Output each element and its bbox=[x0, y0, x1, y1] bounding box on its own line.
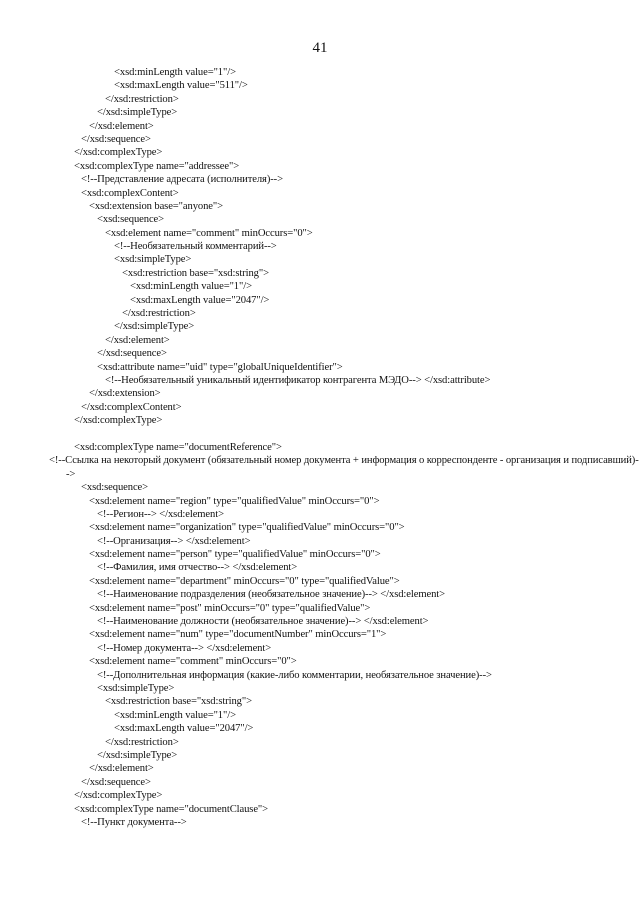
code-line: <xsd:maxLength value="2047"/> bbox=[114, 723, 254, 735]
code-line: </xsd:complexContent> bbox=[81, 401, 182, 413]
code-line: <xsd:minLength value="1"/> bbox=[114, 709, 236, 721]
code-line: </xsd:complexType> bbox=[74, 147, 163, 159]
code-line: <xsd:restriction base="xsd:string"> bbox=[122, 267, 269, 279]
code-line: <xsd:minLength value="1"/> bbox=[130, 281, 252, 293]
code-line: <xsd:sequence> bbox=[81, 482, 149, 494]
code-line: <xsd:element name="region" type="qualifiedValue" minOccurs="0"> bbox=[89, 495, 380, 507]
xsd-code-listing bbox=[0, 66, 640, 829]
code-line: </xsd:sequence> bbox=[97, 348, 167, 360]
code-line: <!--Фамилия, имя отчество--> </xsd:element> bbox=[97, 562, 298, 574]
code-line: </xsd:sequence> bbox=[81, 133, 151, 145]
code-line: <xsd:complexType name="documentReference"> bbox=[74, 441, 282, 453]
code-line: </xsd:complexType> bbox=[74, 790, 163, 802]
code-line: <xsd:element name="department" minOccurs="0" type="qualifiedValue"> bbox=[89, 575, 400, 587]
code-line: <xsd:complexType name="addressee"> bbox=[74, 160, 240, 172]
code-line: <!--Наименование должности (необязательное значение)--> </xsd:element> bbox=[97, 616, 429, 628]
code-line: <!--Номер документа--> </xsd:element> bbox=[97, 642, 272, 654]
code-line: <!--Дополнительная информация (какие-либо комментарии, необязательное значение)--> bbox=[97, 669, 492, 681]
code-line: </xsd:sequence> bbox=[81, 776, 151, 788]
code-line-wrapped-comment: <!--Ссылка на некоторый документ (обязательный номер документа + информация о корреспонденте - организация и подписавший)--> bbox=[49, 455, 639, 480]
code-line: <!--Наименование подразделения (необязательное значение)--> </xsd:element> bbox=[97, 589, 445, 601]
code-line: </xsd:simpleType> bbox=[97, 749, 178, 761]
code-line: </xsd:simpleType> bbox=[114, 321, 195, 333]
code-line: </xsd:element> bbox=[89, 120, 154, 132]
code-line: <xsd:element name="comment" minOccurs="0"> bbox=[89, 656, 297, 668]
code-line: </xsd:complexType> bbox=[74, 415, 163, 427]
page-number: 41 bbox=[312, 40, 328, 56]
code-line: <xsd:attribute name="uid" type="globalUniqueIdentifier"> bbox=[97, 361, 343, 373]
code-line: </xsd:extension> bbox=[89, 388, 161, 400]
code-line: </xsd:restriction> bbox=[105, 736, 179, 748]
code-line: <xsd:maxLength value="511"/> bbox=[114, 80, 248, 92]
code-line: <!--Представление адресата (исполнителя)--> bbox=[81, 174, 283, 186]
code-line: <!--Необязательный уникальный идентификатор контрагента МЭДО--> </xsd:attribute> bbox=[105, 374, 491, 386]
code-line: <xsd:simpleType> bbox=[114, 254, 192, 266]
code-line: <!--Организация--> </xsd:element> bbox=[97, 535, 251, 547]
code-line: <!--Регион--> </xsd:element> bbox=[97, 508, 224, 520]
code-line: <xsd:complexType name="documentClause"> bbox=[74, 803, 269, 815]
code-line: </xsd:simpleType> bbox=[97, 107, 178, 119]
code-line: <xsd:maxLength value="2047"/> bbox=[130, 294, 270, 306]
code-line: <xsd:restriction base="xsd:string"> bbox=[105, 696, 252, 708]
code-line: </xsd:element> bbox=[89, 763, 154, 775]
code-line: <xsd:extension base="anyone"> bbox=[89, 200, 223, 212]
blank-line bbox=[0, 428, 640, 441]
code-line: <!--Необязательный комментарий--> bbox=[114, 241, 277, 253]
code-line: </xsd:element> bbox=[105, 334, 170, 346]
code-line: <!--Пункт документа--> bbox=[81, 816, 187, 828]
code-line: <xsd:sequence> bbox=[97, 214, 165, 226]
code-line: <xsd:simpleType> bbox=[97, 682, 175, 694]
code-line: <xsd:element name="post" minOccurs="0" type="qualifiedValue"> bbox=[89, 602, 371, 614]
code-line: <xsd:element name="num" type="documentNumber" minOccurs="1"> bbox=[89, 629, 387, 641]
code-line: </xsd:restriction> bbox=[122, 308, 196, 320]
code-line: </xsd:restriction> bbox=[105, 93, 179, 105]
code-line: <xsd:minLength value="1"/> bbox=[114, 67, 236, 78]
code-line: <xsd:complexContent> bbox=[81, 187, 179, 199]
code-line: <xsd:element name="organization" type="qualifiedValue" minOccurs="0"> bbox=[89, 522, 405, 534]
code-line: <xsd:element name="person" type="qualifiedValue" minOccurs="0"> bbox=[89, 549, 381, 561]
code-line: <xsd:element name="comment" minOccurs="0"> bbox=[105, 227, 313, 239]
